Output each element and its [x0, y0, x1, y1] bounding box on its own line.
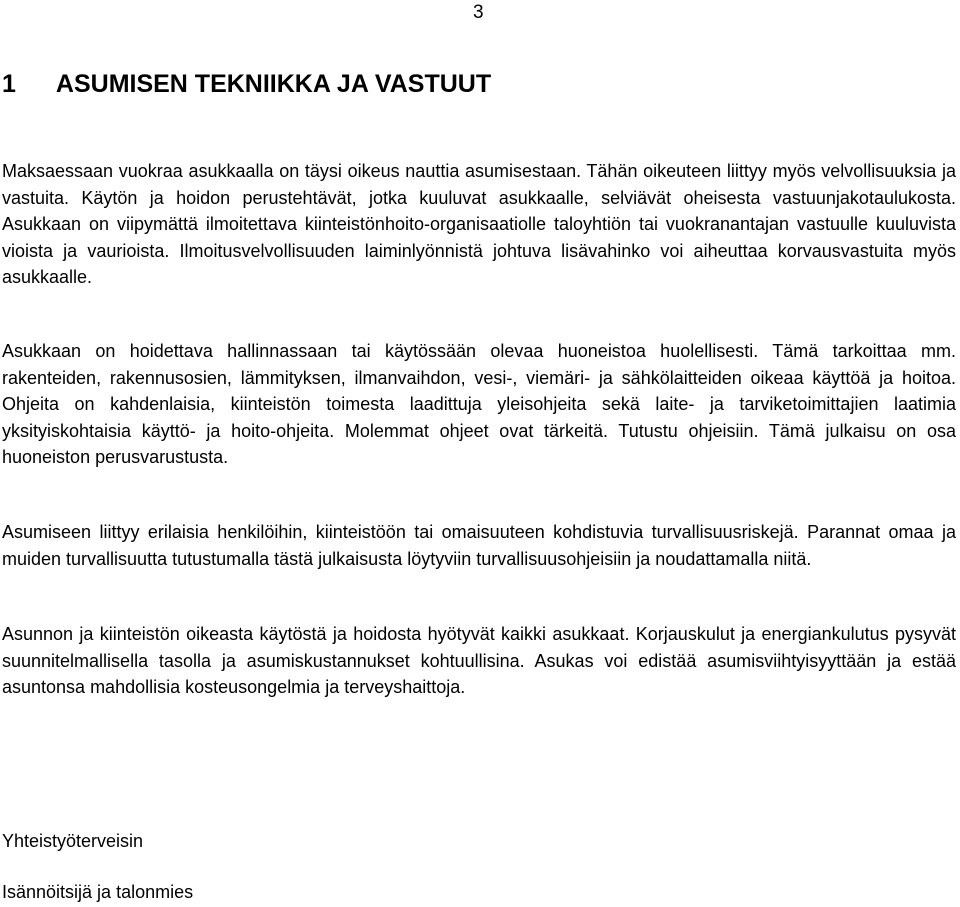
signoff-greeting: Yhteistyöterveisin [2, 831, 144, 851]
signoff-sender: Isännöitsijä ja talonmies [2, 882, 194, 902]
paragraph-safety: Asumiseen liittyy erilaisia henkilöihin, kiinteistöön tai omaisuuteen kohdistuvia turvallisuusriskejä. Parannat omaa ja muiden turvallisuutta tutustumalla tästä julkaisusta löytyviin turvallisuusohjeisiin ja noudattamalla niitä. [2, 522, 956, 569]
section-heading [2, 69, 491, 99]
page-number: 3 [473, 2, 484, 23]
section-title: ASUMISEN TEKNIIKKA JA VASTUUT [55, 70, 492, 98]
section-number: 1 [2, 70, 16, 98]
paragraph-rights-responsibilities: Maksaessaan vuokraa asukkaalla on täysi oikeus nauttia asumisestaan. Tähän oikeuteen liittyy myös velvollisuuksia ja vastuita. Käytön ja hoidon perustehtävät, jotka kuuluvat asukkaalle, selviävät oheisesta vastuunjakotaulukosta. Asukkaan on viipymättä ilmoitettava kiinteistönhoito-organisaatiolle taloyhtiön tai vuokranantajan vastuulle kuuluvista vioista ja vaurioista. Ilmoitusvelvollisuuden laiminlyönnistä johtuva lisävahinko voi aiheuttaa korvausvastuita myös asukkaalle. [2, 161, 956, 288]
paragraph-care-of-apartment: Asukkaan on hoidettava hallinnassaan tai käytössään olevaa huoneistoa huolellisesti. Tämä tarkoittaa mm. rakenteiden, rakennusosien, lämmityksen, ilmanvaihdon, vesi-, viemäri- ja sähkölaitteiden oikeaa käyttöä ja hoitoa. Ohjeita on kahdenlaisia, kiinteistön toimesta laadittuja yleisohjeita sekä laite- ja tarviketoimittajien laatimia yksityiskohtaisia käyttö- ja hoito-ohjeita. Molemmat ohjeet ovat tärkeitä. Tutustu ohjeisiin. Tämä julkaisu on osa huoneiston perusvarustusta. [2, 341, 956, 468]
paragraph-benefits: Asunnon ja kiinteistön oikeasta käytöstä ja hoidosta hyötyvät kaikki asukkaat. Korjauskulut ja energiankulutus pysyvät suunnitelmallisella tasolla ja asumiskustannukset kohtuullisina. Asukas voi edistää asumisviihtyisyyttään ja estää asuntonsa mahdollisia kosteusongelmia ja terveyshaittoja. [2, 624, 956, 698]
